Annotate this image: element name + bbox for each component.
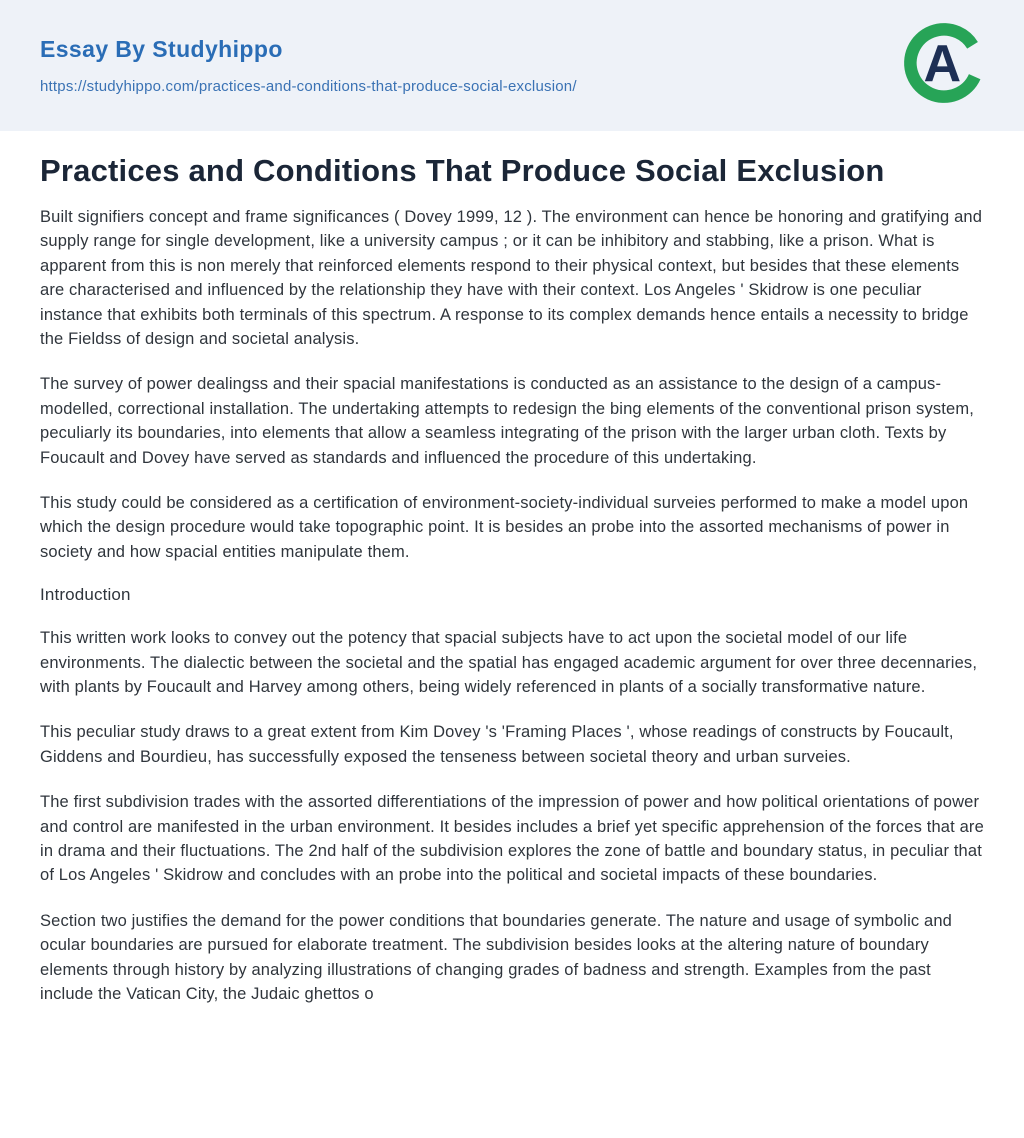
header-text-block (40, 36, 984, 95)
site-title: Essay By Studyhippo (40, 36, 283, 62)
paragraph: This written work looks to convey out the potency that spacial subjects have to act upon the societal model of our life environments. The dialectic between the societal and the spatial has engaged academic argument for over three decennaries, with plants by Foucault and Harvey among others, being widely referenced in plants of a socially transformative nature. (40, 629, 978, 697)
logo-ring-icon (902, 17, 986, 109)
page-header (0, 0, 1024, 131)
studyhippo-logo (902, 17, 986, 109)
article-title: Practices and Conditions That Produce Social Exclusion (40, 153, 885, 188)
paragraph: This study could be considered as a certification of environment-society-individual surveies performed to make a model upon which the design procedure would take topographic point. It is besides an probe into the assorted mechanisms of power in society and how spacial entities manipulate them. (40, 494, 969, 561)
article-url-link[interactable]: https://studyhippo.com/practices-and-conditions-that-produce-social-exclusion/ (40, 78, 577, 95)
paragraph: This peculiar study draws to a great extent from Kim Dovey 's 'Framing Places ', whose readings of constructs by Foucault, Giddens and Bourdieu, has successfully exposed the tenseness between societal theory and urban surveies. (40, 723, 954, 766)
paragraph: Built signifiers concept and frame significances ( Dovey 1999, 12 ). The environment can hence be honoring and gratifying and supply range for single development, like a university campus ; or it can be inhibitory and stabbing, like a prison. What is apparent from this is non merely that reinforced elements respond to their physical context, but besides that these elements are characterised and influenced by the relationship they have with their context. Los Angeles ' Skidrow is one peculiar instance that exhibits both terminals of this spectrum. A response to its complex demands hence entails a necessity to bridge the Fieldss of design and societal analysis. (40, 207, 983, 348)
paragraph: Section two justifies the demand for the power conditions that boundaries generate. The nature and usage of symbolic and ocular boundaries are pursued for elaborate treatment. The subdivision besides looks at the altering nature of boundary elements through history by analyzing illustrations of changing grades of badness and strength. Examples from the past include the Vatican City, the Judaic ghettos o (40, 911, 953, 1004)
paragraph: The first subdivision trades with the assorted differentiations of the impression of power and how political orientations of power and control are manifested in the urban environment. It besides includes a brief yet specific apprehension of the forces that are in drama and their fluctuations. The 2nd half of the subdivision explores the zone of battle and boundary status, in peculiar that of Los Angeles ' Skidrow and concludes with an probe into the political and societal impacts of these boundaries. (40, 793, 984, 885)
logo-letter: A (923, 34, 962, 93)
section-heading-introduction: Introduction (40, 585, 131, 605)
paragraph: The survey of power dealingss and their spacial manifestations is conducted as an assistance to the design of a campus-modelled, correctional installation. The undertaking attempts to redesign the bing elements of the conventional prison system, peculiarly its boundaries, into elements that allow a seamless integrating of the prison with the larger urban cloth. Texts by Foucault and Dovey have served as standards and influenced the procedure of this undertaking. (40, 375, 974, 467)
article-body (0, 131, 1024, 1007)
